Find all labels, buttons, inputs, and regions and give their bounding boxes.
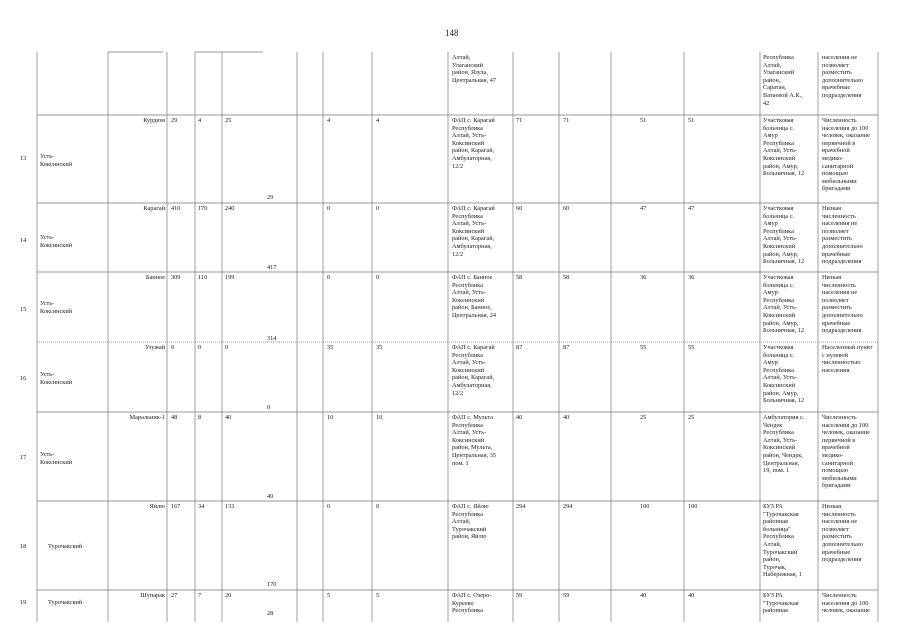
value-total: 0 [171, 344, 175, 351]
value-a: 110 [198, 274, 208, 281]
top-row-note: населения не позволяет разместить дополнительно врачебные подразделения [822, 54, 863, 99]
time-1: 36 [640, 274, 647, 281]
value-d: 35 [376, 344, 383, 351]
value-total: 27 [171, 592, 178, 599]
distance-2: 87 [563, 344, 570, 351]
distance-1: 60 [516, 205, 523, 212]
value-b: 20 [225, 592, 232, 599]
value-c: 10 [327, 414, 334, 421]
value-a: 34 [198, 503, 205, 510]
value-b: 0 [225, 344, 229, 351]
population-total: 170 [267, 581, 277, 588]
time-2: 55 [688, 344, 695, 351]
value-b: 133 [225, 503, 235, 510]
value-b: 25 [225, 117, 232, 124]
note: Низкая численность населения не позволяет разместить дополнительно врачебные подразделения [822, 274, 863, 335]
facility: Участковая больница с. Амур Республика Алтай, Усть- Коксинский район, Амур, Больничная, 12 [763, 117, 805, 178]
facility: БУЗ РА "Турочакская районная больница" Республика Алтай, Турочакский район, Турочак, Набережная, 1 [763, 503, 802, 579]
note: Численность населения до 100 человек, оказание первичной в врачебной медико- санитарной помощью мобильными бригадами [822, 117, 870, 193]
distance-1: 87 [516, 344, 523, 351]
facility: Участковая больница с. Амур Республика Алтай, Усть- Коксинский район, Амур, Больничная, 12 [763, 344, 805, 405]
value-c: 5 [327, 592, 331, 599]
time-1: 25 [640, 414, 647, 421]
locality: Маральник-1 [129, 414, 165, 421]
time-2: 100 [688, 503, 698, 510]
time-1: 51 [640, 117, 647, 124]
facility: Участковая больница с. Амур Республика Алтай, Усть- Коксинский район, Амур, Больничная, 12 [763, 205, 805, 266]
time-2: 25 [688, 414, 695, 421]
distance-2: 60 [563, 205, 570, 212]
facility: Участковая больница с. Амур Республика Алтай, Усть- Коксинский район, Амур, Больничная, 12 [763, 274, 805, 335]
note: Низкая численность населения не позволяет разместить дополнительно врачебные подразделения [822, 503, 863, 564]
note: Населенный пункт с нулевой численностью населения [822, 344, 873, 374]
value-b: 240 [225, 205, 235, 212]
address: ФАП с. Карагай Республика Алтай, Усть- Коксинский район, Карагай, Амбулаторная, 12/2 [452, 344, 495, 397]
top-row-address: Алтай, Улаганский район, Язула, Центральная, 47 [452, 54, 497, 84]
value-b: 199 [225, 274, 235, 281]
note: Численность населения до 100 человек, оказание [822, 592, 870, 615]
address: ФАП с. Яйлю Республика Алтай, Турочакский район, Яйлю [452, 503, 489, 541]
population-total: 417 [267, 264, 277, 271]
distance-1: 294 [516, 503, 526, 510]
population-total: 29 [267, 194, 274, 201]
time-1: 100 [640, 503, 650, 510]
time-2: 47 [688, 205, 695, 212]
address: ФАП с. Карагай Республика Алтай, Усть- Коксинский район, Карагай, Амбулаторная, 12/2 [452, 205, 495, 258]
value-d: 10 [376, 414, 383, 421]
distance-1: 59 [516, 592, 523, 599]
distance-2: 59 [563, 592, 570, 599]
distance-2: 58 [563, 274, 570, 281]
row-number: 17 [20, 454, 27, 461]
row-number: 16 [20, 375, 27, 382]
locality: Шунарак [140, 592, 165, 599]
value-a: 170 [198, 205, 208, 212]
address: ФАП с. Озеро- Куреево Республика [452, 592, 492, 615]
address: ФАП с. Мульта Республика Алтай, Усть- Коксинский район, Мульта, Центральная, 35 пом. 1 [452, 414, 497, 467]
district: Турочакский [48, 599, 83, 606]
value-total: 410 [171, 205, 181, 212]
row-number: 18 [20, 543, 27, 550]
distance-1: 58 [516, 274, 523, 281]
distance-2: 294 [563, 503, 573, 510]
distance-1: 40 [516, 414, 523, 421]
address: ФАП с. Банное Республика Алтай, Усть- Коксинский район, Банное, Центральная, 24 [452, 274, 497, 319]
locality: Курдюм [143, 117, 165, 124]
district: Турочакский [48, 543, 83, 550]
district: Усть- Коксинский [40, 234, 73, 249]
time-1: 40 [640, 592, 647, 599]
population-total: 49 [267, 493, 274, 500]
address: ФАП с. Карагай Республика Алтай, Усть- Коксинский район, Карагай, Амбулаторная, 12/2 [452, 117, 495, 170]
time-2: 40 [688, 592, 695, 599]
value-c: 0 [327, 274, 331, 281]
value-d: 0 [376, 503, 380, 510]
locality: Банное [145, 274, 165, 281]
district: Усть- Коксинский [40, 300, 73, 315]
locality: Узужай [145, 344, 165, 351]
population-total: 0 [267, 404, 271, 411]
locality: Яйлю [149, 503, 165, 510]
district: Усть- Коксинский [40, 153, 73, 168]
note: Численность населения до 100 человек, оказание первичной в врачебной медико- санитарной помощью мобильными бригадами [822, 414, 870, 490]
value-a: 4 [198, 117, 202, 124]
time-1: 47 [640, 205, 647, 212]
value-total: 167 [171, 503, 181, 510]
value-d: 0 [376, 274, 380, 281]
row-number: 15 [20, 306, 27, 313]
value-a: 7 [198, 592, 202, 599]
district: Усть- Коксинский [40, 371, 73, 386]
time-2: 51 [688, 117, 695, 124]
row-number: 14 [20, 237, 27, 244]
top-row-facility: Республика Алтай, Улаганский район, Саратан, Ватаевой А.К., 42 [763, 54, 803, 107]
value-d: 5 [376, 592, 380, 599]
value-c: 0 [327, 205, 331, 212]
distance-1: 71 [516, 117, 523, 124]
value-d: 4 [376, 117, 380, 124]
time-1: 55 [640, 344, 647, 351]
value-total: 48 [171, 414, 178, 421]
page-number: 148 [445, 28, 459, 38]
time-2: 36 [688, 274, 695, 281]
value-total: 309 [171, 274, 181, 281]
note: Низкая численность населения не позволяет разместить дополнительно врачебные подразделения [822, 205, 863, 266]
district: Усть- Коксинский [40, 451, 73, 466]
value-d: 0 [376, 205, 380, 212]
value-c: 35 [327, 344, 334, 351]
distance-2: 71 [563, 117, 570, 124]
value-total: 29 [171, 117, 178, 124]
distance-2: 40 [563, 414, 570, 421]
facility: БУЗ РА "Турочакская районная [763, 592, 799, 615]
value-a: 8 [198, 414, 202, 421]
population-total: 28 [267, 610, 274, 617]
value-c: 4 [327, 117, 331, 124]
locality: Карагай [143, 205, 165, 212]
value-b: 40 [225, 414, 232, 421]
row-number: 19 [20, 599, 27, 606]
value-a: 0 [198, 344, 202, 351]
population-total: 314 [267, 335, 277, 342]
facility: Амбулатория с. Чендек Республика Алтай, Усть- Коксинский район, Чендек, Центральная, 19, пом. 1 [763, 414, 805, 475]
row-number: 13 [20, 155, 27, 162]
value-c: 0 [327, 503, 331, 510]
